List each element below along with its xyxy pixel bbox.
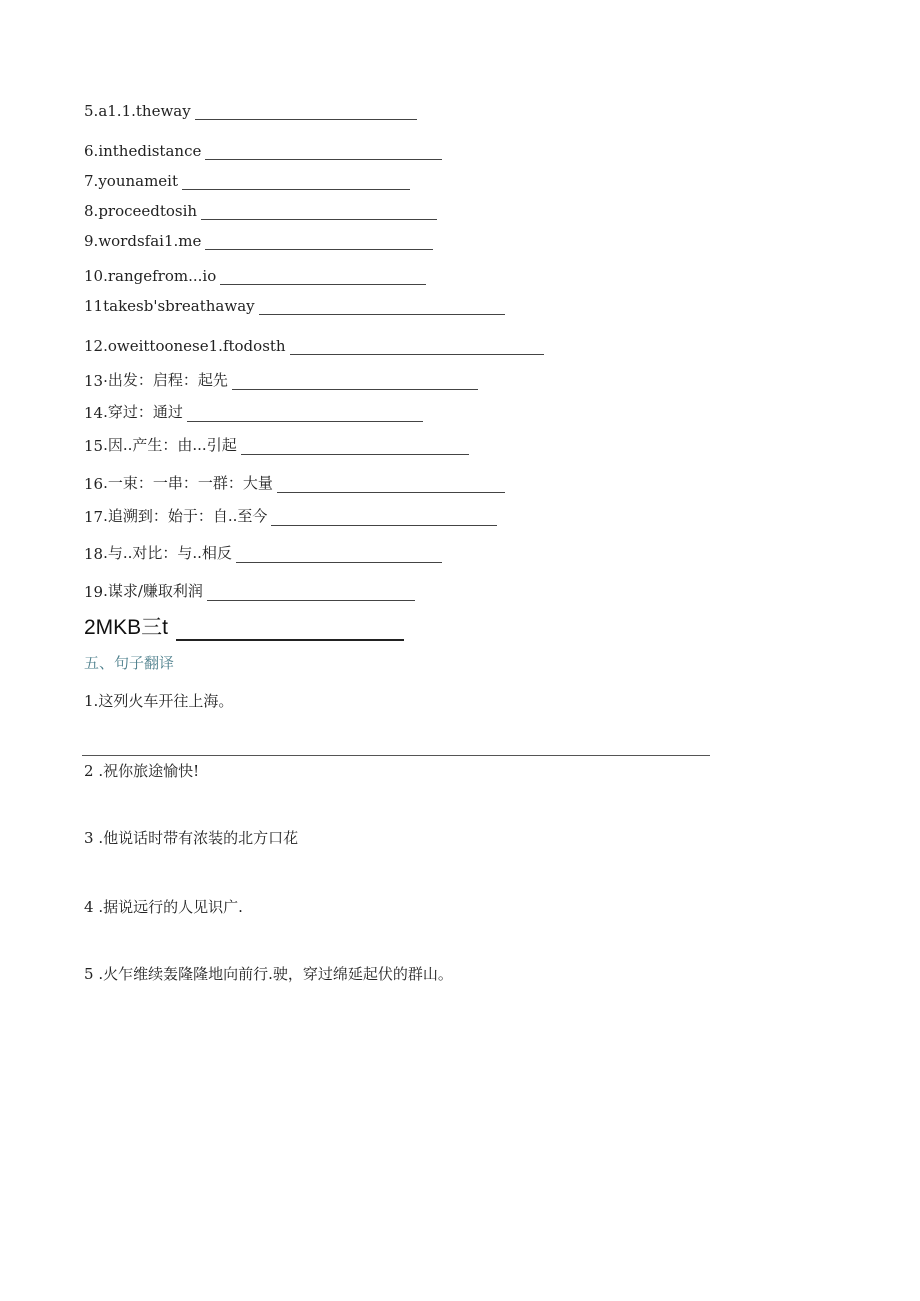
phrase-item-13 [84,369,478,390]
phrase-item-15 [84,434,469,455]
sentence-item-4 [84,896,243,917]
item-number: 5 [84,102,94,120]
phrase-item-18 [84,542,442,563]
item-number: 9 [84,232,94,250]
phrase-item-16 [84,472,505,493]
item-text: .younameit [93,172,179,190]
item-number: 17 [84,508,104,526]
item-number: 15 [84,437,104,455]
phrase-item-7 [84,172,410,190]
item-number: 7 [84,172,94,190]
item-text: .据说远行的人见识广. [93,898,243,916]
answer-blank[interactable] [182,175,410,190]
item-number: 11 [84,297,104,315]
answer-blank[interactable] [290,340,544,355]
section-title: 五、句子翻译 [84,654,175,672]
sentence-item-1 [84,690,233,711]
answer-blank[interactable] [201,205,437,220]
answer-blank[interactable] [205,235,433,250]
phrase-item-12 [84,337,544,355]
item-text: .一束：一串：一群：大量 [103,474,273,492]
item-number: 16 [84,475,104,493]
phrase-item-19 [84,580,415,601]
item-text: .穿过：通过 [103,403,183,421]
sentence-item-2 [84,760,199,781]
item-number: 4 [84,898,94,916]
item-text: .proceedtosih [93,202,198,220]
item-text: .他说话时带有浓装的北方口花 [93,829,299,847]
item-text: .祝你旅途愉快! [93,762,200,780]
item-number: 1. [84,692,99,710]
item-number: 13· [84,372,108,390]
answer-blank[interactable] [195,105,417,120]
item-number: 5 [84,965,94,983]
item-text: .inthedistance [93,142,202,160]
item-text: .wordsfai1.me [93,232,202,250]
item-number: 19 [84,583,104,601]
item-text: 2MKB三t [84,616,169,639]
sentence-item-3 [84,827,298,848]
phrase-item-20 [84,611,404,641]
answer-blank[interactable] [205,145,442,160]
sentence-item-5 [84,963,453,984]
phrase-item-14 [84,401,423,422]
item-text: .火乍维续轰隆隆地向前行.驶，穿过绵延起伏的群山。 [93,965,453,983]
item-number: 18 [84,545,104,563]
item-text: .谋求/赚取利润 [103,582,203,600]
answer-blank[interactable] [236,548,442,563]
item-number: 14 [84,404,104,422]
answer-line[interactable] [82,755,710,756]
item-text: oweittoonese1.ftodosth [107,337,286,355]
answer-blank[interactable] [241,440,469,455]
phrase-item-10 [84,267,426,285]
item-text: takesb'sbreathaway [103,297,255,315]
answer-blank[interactable] [259,300,505,315]
item-text: .追溯到：始于：自..至今 [103,507,268,525]
answer-blank[interactable] [277,478,505,493]
item-number: 6 [84,142,94,160]
phrase-item-5 [84,102,417,120]
item-text: 出发：启程：起先 [107,371,228,389]
item-number: 2 [84,762,94,780]
phrase-item-6 [84,142,442,160]
item-number: 3 [84,829,94,847]
item-text: .a1.1.theway [93,102,191,120]
item-number: 10 [84,267,104,285]
answer-blank[interactable] [232,375,478,390]
item-text: 这列火车开往上海。 [98,692,234,710]
item-number: 12. [84,337,108,355]
answer-blank[interactable] [220,270,426,285]
item-text: .与..对比：与..相反 [103,544,232,562]
item-number: 8 [84,202,94,220]
answer-blank[interactable] [207,586,415,601]
answer-blank[interactable] [271,511,497,526]
phrase-item-17 [84,505,497,526]
answer-blank[interactable] [176,621,404,641]
item-text: .因..产生：由...引起 [103,436,237,454]
phrase-item-11 [84,297,505,315]
answer-blank[interactable] [187,407,423,422]
phrase-item-9 [84,232,433,250]
phrase-item-8 [84,202,437,220]
item-text: .rangefrom...io [103,267,217,285]
